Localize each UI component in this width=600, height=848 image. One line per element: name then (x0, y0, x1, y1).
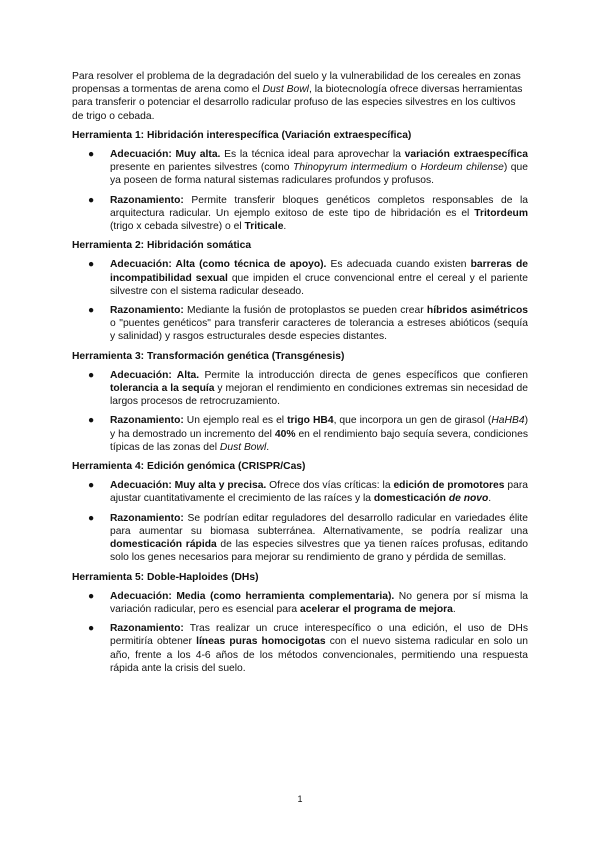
bullet-icon: ● (88, 590, 95, 602)
razonamiento-item (72, 414, 528, 454)
text-run: Ofrece dos vías críticas: la (266, 480, 394, 492)
text-run: barreras de incompatibilidad sexual (110, 259, 528, 284)
text-run: Adecuación: Alta (como técnica de apoyo). (110, 259, 327, 271)
bullet-icon: ● (88, 194, 95, 206)
text-run: Permite transferir bloques genéticos completos responsables de la arquitectura radicular. Un ejemplo exitoso de este tipo de hibridación es el (110, 194, 528, 219)
text-run: HaHB4 (491, 415, 525, 427)
text-run: . (283, 221, 287, 233)
bullet-icon: ● (88, 623, 95, 635)
text-run: Tras realizar un cruce interespecífico o una edición, el uso de DHs permitiría obtener (110, 623, 528, 648)
text-run: Adecuación: Alta. (110, 369, 200, 381)
text-run: ) que ya poseen de forma natural sistemas radiculares profundos y profusos. (110, 162, 528, 187)
text-run: para ajustar cuantitativamente el crecimiento de las raíces y la (110, 480, 528, 505)
text-run: en el rendimiento bajo sequía severa, condiciones típicas de las zonas del (110, 428, 529, 453)
text-run: Triticale (244, 221, 284, 233)
tool-points (72, 258, 528, 343)
razonamiento-item (72, 304, 528, 344)
bullet-icon: ● (88, 480, 95, 492)
adecuacion-item (72, 479, 528, 505)
text-run: edición de promotores (393, 480, 505, 492)
tool-section-3 (72, 350, 528, 454)
tool-title: Herramienta 5: Doble-Haploides (DHs) (72, 571, 259, 583)
text-run: Tritordeum (474, 207, 528, 219)
text-run: líneas puras homocigotas (196, 636, 326, 648)
text-run: domesticación (373, 493, 449, 505)
text-run: . (452, 603, 456, 615)
text-run: y mejoran el rendimiento en condiciones extremas sin necesidad de largos procesos de retrocruzamiento. (110, 383, 528, 408)
tool-points (72, 479, 528, 564)
text-run: que impiden el cruce convencional entre el cereal y el pariente silvestre con el sistema radicular deseado. (110, 272, 528, 297)
text-run: (trigo x cebada silvestre) o el (110, 221, 245, 233)
tool-title: Herramienta 4: Edición genómica (CRISPR/Cas) (72, 461, 306, 473)
tool-section-2 (72, 239, 528, 343)
adecuacion-item (72, 369, 528, 409)
text-run: tolerancia a la sequía (110, 383, 215, 395)
text-run: Adecuación: Media (como herramienta complementaria). (110, 590, 395, 602)
text-run: , que incorpora un gen de girasol ( (333, 415, 492, 427)
text-run: de las especies silvestres que ya tienen raíces profusas, editando solo los genes necesarios para mejorar su rendimiento de grano y pérdida de semillas. (110, 539, 528, 564)
text-run: acelerar el programa de mejora (300, 603, 453, 615)
text-run: Un ejemplo real es el (183, 415, 288, 427)
razonamiento-item (72, 512, 528, 565)
text-run: Permite la introducción directa de genes específicos que confieren (199, 369, 528, 381)
intro-paragraph (72, 70, 528, 123)
tool-points (72, 148, 528, 233)
text-run: híbridos asimétricos (426, 305, 528, 317)
tool-section-4 (72, 460, 528, 564)
bullet-icon: ● (88, 305, 95, 317)
text-run: o "puentes genéticos" para transferir caracteres de tolerancia a estreses abióticos (sequía y salinidad) y rasgos estructurales desde especies distantes. (110, 318, 528, 343)
text-run: No genera por sí misma la variación radicular, pero es esencial para (110, 590, 528, 615)
document-page (72, 70, 528, 681)
bullet-icon: ● (88, 149, 95, 161)
text-run: Razonamiento: (110, 415, 184, 427)
adecuacion-item (72, 590, 528, 616)
text-run: , la biotecnología ofrece diversas herramientas para transferir o potenciar el desarrollo radicular profuso de las especies silvestres en los cultivos de trigo o cebada. (72, 84, 523, 122)
text-run: o (407, 162, 421, 174)
adecuacion-item (72, 258, 528, 298)
text-run: . (266, 441, 270, 453)
razonamiento-item (72, 194, 528, 234)
text-run: presente en parientes silvestres (como (110, 162, 293, 174)
text-run: Razonamiento: (110, 194, 184, 206)
text-run: Dust Bowl (262, 84, 309, 96)
text-run: Es adecuada cuando existen (326, 259, 471, 271)
text-run: ) y ha demostrado un incremento del (110, 415, 528, 440)
text-run: Adecuación: Muy alta y precisa. (110, 480, 267, 492)
text-run: 40% (274, 428, 296, 440)
text-run: con el nuevo sistema radicular en solo un año, frente a los 4-6 años de los métodos convencionales, permitiendo una respuesta rápida ante la crisis del suelo. (110, 636, 528, 674)
bullet-icon: ● (88, 415, 95, 427)
bullet-icon: ● (88, 369, 95, 381)
text-run: Adecuación: Muy alta. (110, 149, 221, 161)
text-run: Es la técnica ideal para aprovechar la (220, 149, 405, 161)
tool-points (72, 369, 528, 454)
bullet-icon: ● (88, 512, 95, 524)
text-run: . (488, 493, 492, 505)
text-run: Dust Bowl (219, 441, 267, 453)
text-run: variación extraespecífica (404, 149, 528, 161)
tool-title: Herramienta 2: Hibridación somática (72, 240, 252, 252)
text-run: domesticación rápida (110, 539, 217, 551)
tool-section-1 (72, 129, 528, 233)
tool-section-5 (72, 571, 528, 675)
text-run: Para resolver el problema de la degradación del suelo y la vulnerabilidad de los cereales en zonas propensas a tormentas de arena como el (72, 71, 521, 96)
text-run: Thinopyrum intermedium (292, 162, 408, 174)
text-run: Razonamiento: (110, 305, 184, 317)
text-run: trigo HB4 (287, 415, 334, 427)
adecuacion-item (72, 148, 528, 188)
text-run: Razonamiento: (110, 623, 184, 635)
text-run: Se podrían editar reguladores del desarrollo radicular en variedades élite para aumentar su biomasa subterránea. Alternativamente, se podría realizar una (110, 512, 528, 537)
text-run: Razonamiento: (110, 512, 184, 524)
page-number: 1 (297, 794, 303, 804)
razonamiento-item (72, 622, 528, 675)
tools-list (72, 129, 528, 675)
text-run: Hordeum chilense (420, 162, 504, 174)
text-run: de novo (448, 493, 489, 505)
text-run: Mediante la fusión de protoplastos se pueden crear (183, 305, 427, 317)
tool-title: Herramienta 3: Transformación genética (Transgénesis) (72, 350, 345, 362)
bullet-icon: ● (88, 259, 95, 271)
tool-title: Herramienta 1: Hibridación interespecífica (Variación extraespecífica) (72, 129, 412, 141)
tool-points (72, 590, 528, 675)
